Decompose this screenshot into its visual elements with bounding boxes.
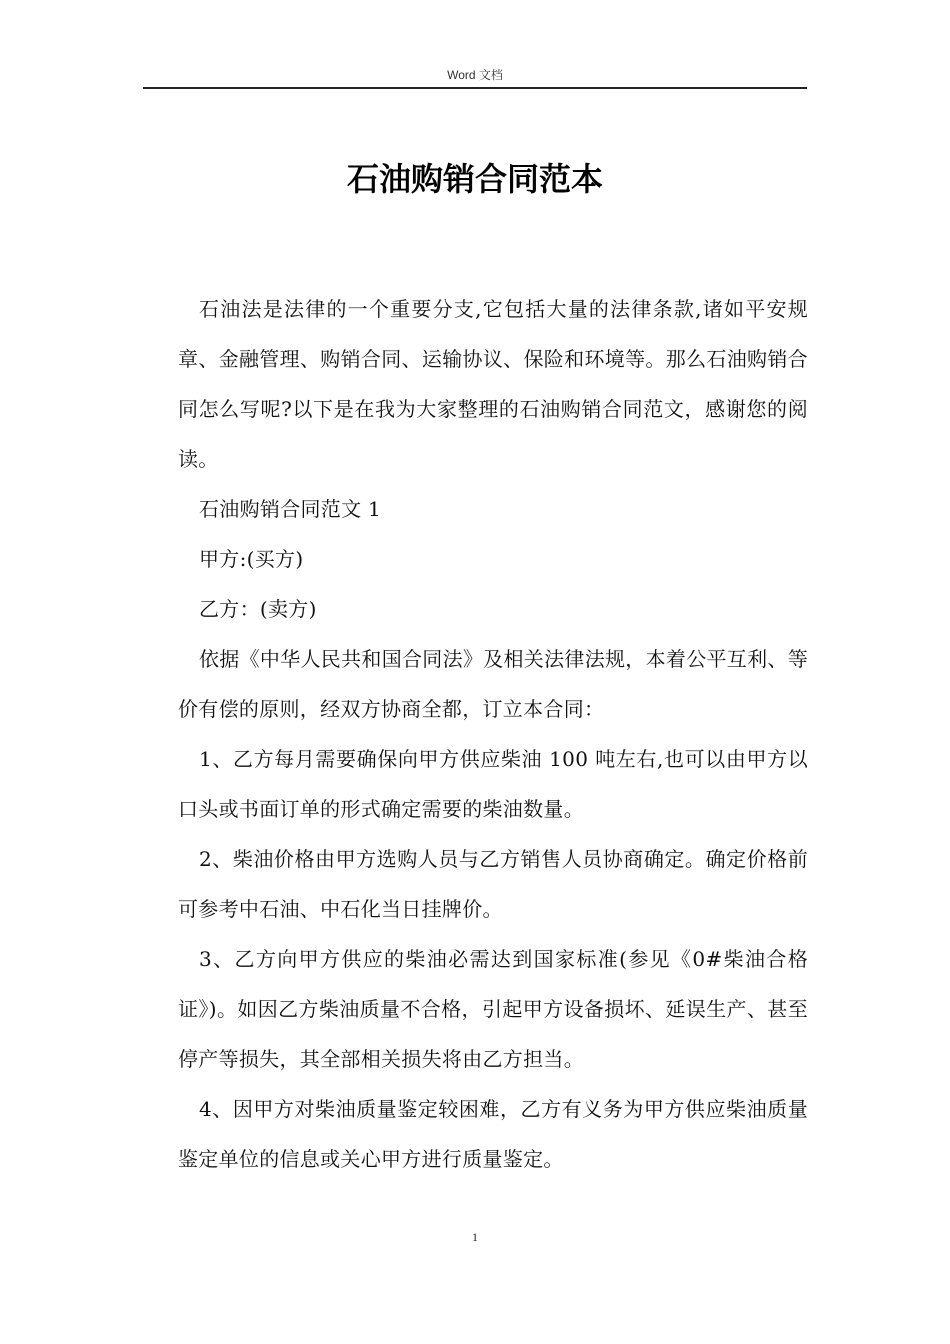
party-a-line: 甲方:(买方) bbox=[199, 547, 304, 571]
document-title: 石油购销合同范本 bbox=[346, 160, 603, 198]
page-number: 1 bbox=[472, 1230, 478, 1244]
header-divider bbox=[143, 87, 807, 89]
preamble-paragraph: 依据《中华人民共和国合同法》及相关法律法规，本着公平互利、等价有偿的原则，经双方协商全都，订立本合同： bbox=[178, 647, 808, 721]
clause-3: 3、乙方向甲方供应的柴油必需达到国家标准(参见《0#柴油合格证》)。如因乙方柴油质量不合格，引起甲方设备损坏、延误生产、甚至停产等损失，其全部相关损失将由乙方担当。 bbox=[178, 947, 808, 1071]
party-b-line: 乙方：(卖方) bbox=[199, 597, 317, 621]
section-heading: 石油购销合同范文 1 bbox=[199, 497, 382, 521]
intro-paragraph: 石油法是法律的一个重要分支,它包括大量的法律条款,诸如平安规章、金融管理、购销合同、运输协议、保险和环境等。那么石油购销合同怎么写呢?以下是在我为大家整理的石油购销合同范文，感谢您的阅读。 bbox=[178, 297, 808, 471]
clause-2: 2、柴油价格由甲方选购人员与乙方销售人员协商确定。确定价格前可参考中石油、中石化当日挂牌价。 bbox=[178, 847, 808, 921]
clause-1: 1、乙方每月需要确保向甲方供应柴油 100 吨左右,也可以由甲方以口头或书面订单的形式确定需要的柴油数量。 bbox=[178, 747, 808, 821]
document-body bbox=[178, 284, 808, 1184]
clause-4: 4、因甲方对柴油质量鉴定较困难，乙方有义务为甲方供应柴油质量鉴定单位的信息或关心甲方进行质量鉴定。 bbox=[178, 1097, 808, 1171]
page-header-label: Word 文档 bbox=[447, 68, 503, 82]
